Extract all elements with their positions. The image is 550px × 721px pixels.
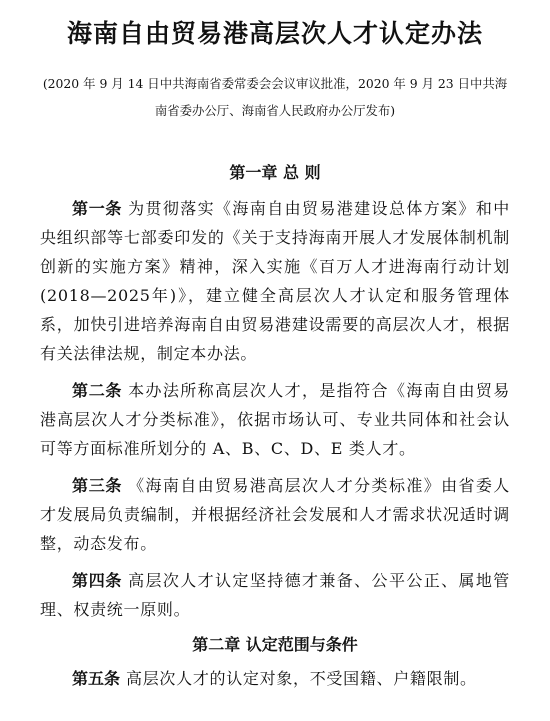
article-paragraph bbox=[40, 664, 510, 693]
article-text: 本办法所称高层次人才，是指符合《海南自由贸易港高层次人才分类标准》，依据市场认可、专业共同体和社会认可等方面标准所划分的 A、B、C、D、E 类人才。 bbox=[40, 381, 510, 458]
article-number: 第四条 bbox=[72, 571, 123, 590]
article-paragraph bbox=[40, 376, 510, 463]
article-number: 第五条 bbox=[72, 669, 121, 688]
article-number: 第二条 bbox=[72, 381, 123, 400]
article-paragraph bbox=[40, 194, 510, 368]
article-text: 高层次人才的认定对象，不受国籍、户籍限制。 bbox=[126, 669, 477, 688]
article-text: 高层次人才认定坚持德才兼备、公平公正、属地管理、权责统一原则。 bbox=[40, 571, 510, 619]
article-text: 为贯彻落实《海南自由贸易港建设总体方案》和中央组织部等七部委印发的《关于支持海南开展人才发展体制机制创新的实施方案》精神，深入实施《百万人才进海南行动计划(2018—2025年)》，建立健全高层次人才认定和服务管理体系，加快引进培养海南自由贸易港建设需要的高层次人才，根据有关法律法规，制定本办法。 bbox=[40, 199, 510, 363]
approval-note: (2020 年 9 月 14 日中共海南省委常委会会议审议批准，2020 年 9 月 23 日中共海南省委办公厅、海南省人民政府办公厅发布) bbox=[42, 76, 508, 118]
article-number: 第一条 bbox=[72, 199, 123, 218]
chapter-heading: 第二章 认定范围与条件 bbox=[192, 635, 358, 654]
article-paragraph bbox=[40, 471, 510, 558]
article-paragraph bbox=[40, 566, 510, 624]
document-title: 海南自由贸易港高层次人才认定办法 bbox=[66, 19, 483, 48]
article-text: 《海南自由贸易港高层次人才分类标准》由省委人才发展局负责编制，并根据经济社会发展和人才需求状况适时调整，动态发布。 bbox=[40, 476, 510, 553]
article-number: 第三条 bbox=[72, 476, 123, 495]
chapter-heading: 第一章 总 则 bbox=[229, 163, 321, 182]
